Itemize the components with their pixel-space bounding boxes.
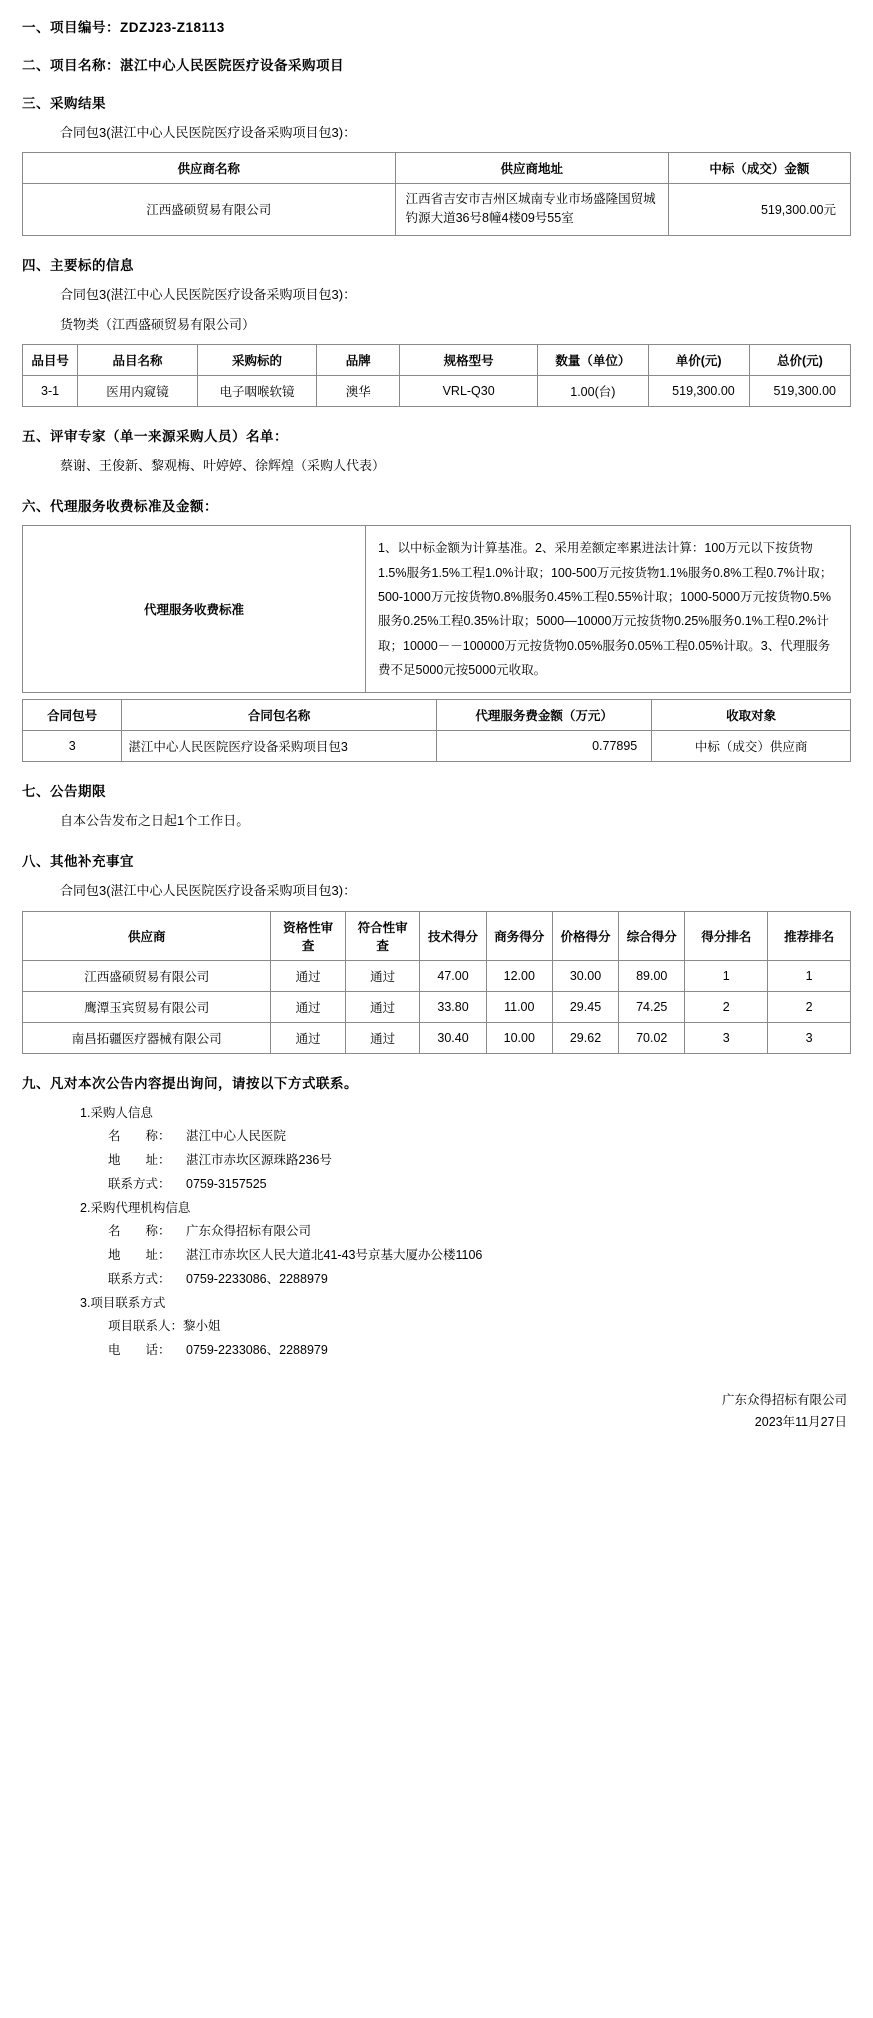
subject-category-label: 货物类（江西盛硕贸易有限公司） (60, 316, 256, 332)
contact-key: 地 址： (108, 1248, 171, 1263)
score-compliance: 通过 (345, 991, 420, 1022)
table-row (23, 1022, 851, 1053)
score-technical: 47.00 (420, 960, 486, 991)
subject-table (22, 344, 851, 407)
score-business: 12.00 (486, 960, 552, 991)
table-header-row (23, 153, 851, 184)
result-package-label: 合同包3(湛江中心人民医院医疗设备采购项目包3)： (60, 125, 357, 140)
score-th-rank: 得分排名 (685, 911, 768, 960)
score-rank: 3 (685, 1022, 768, 1053)
contact-agency-name (108, 1220, 851, 1244)
subject-th-total-price: 总价(元) (749, 345, 850, 376)
score-qualification: 通过 (271, 960, 346, 991)
score-th-supplier: 供应商 (23, 911, 271, 960)
contact-agency-phone (108, 1268, 851, 1292)
score-overall: 89.00 (619, 960, 685, 991)
fee-th-amount: 代理服务费金额（万元） (436, 700, 651, 731)
section-title-supplementary: 八、其他补充事宜 (22, 854, 134, 870)
table-row (23, 731, 851, 762)
footer-date: 2023年11月27日 (754, 1415, 847, 1430)
contact-value: 湛江市赤坎区源珠路236号 (186, 1153, 332, 1168)
contact-group-project-title: 3.项目联系方式 (80, 1295, 166, 1310)
score-supplier: 鹰潭玉宾贸易有限公司 (23, 991, 271, 1022)
score-recommend-rank: 3 (768, 1022, 851, 1053)
score-compliance: 通过 (345, 1022, 420, 1053)
section-title-subject-info: 四、主要标的信息 (22, 257, 134, 273)
contact-agency-address (108, 1244, 851, 1268)
subject-unit-price: 519,300.00 (648, 376, 749, 407)
score-business: 10.00 (486, 1022, 552, 1053)
contact-key: 地 址： (108, 1153, 171, 1168)
supplementary-package-label: 合同包3(湛江中心人民医院医疗设备采购项目包3)： (60, 883, 357, 899)
fee-th-package-no: 合同包号 (23, 700, 122, 731)
result-table (22, 152, 851, 236)
section-title-announcement-period: 七、公告期限 (22, 784, 106, 800)
score-business: 11.00 (486, 991, 552, 1022)
table-row (23, 526, 851, 693)
subject-item-name: 医用内窥镜 (78, 376, 198, 407)
fee-standard-label: 代理服务收费标准 (23, 526, 366, 693)
contact-value: 0759-3157525 (186, 1176, 267, 1191)
table-header-row (23, 345, 851, 376)
contact-key: 名 称： (108, 1129, 171, 1144)
contact-key: 联系方式： (108, 1271, 171, 1286)
subject-th-model: 规格型号 (400, 345, 538, 376)
score-table (22, 911, 851, 1054)
fee-amount: 0.77895 (436, 731, 651, 762)
table-row (23, 960, 851, 991)
section-title-procurement-result: 三、采购结果 (22, 96, 106, 111)
subject-total-price: 519,300.00 (749, 376, 850, 407)
section-title-experts: 五、评审专家（单一来源采购人员）名单： (22, 429, 288, 445)
result-supplier-name: 江西盛硕贸易有限公司 (23, 184, 396, 236)
table-row (23, 376, 851, 407)
score-technical: 33.80 (420, 991, 486, 1022)
announcement-period-text: 自本公告发布之日起1个工作日。 (60, 813, 250, 829)
subject-th-unit-price: 单价(元) (648, 345, 749, 376)
result-th-supplier: 供应商名称 (23, 153, 396, 184)
score-price: 30.00 (552, 960, 618, 991)
score-price: 29.62 (552, 1022, 618, 1053)
score-th-recommend-rank: 推荐排名 (768, 911, 851, 960)
score-recommend-rank: 2 (768, 991, 851, 1022)
result-amount: 519,300.00元 (668, 184, 850, 236)
result-th-address: 供应商地址 (395, 153, 668, 184)
contact-key: 项目联系人： (108, 1319, 184, 1334)
fee-package-no: 3 (23, 731, 122, 762)
fee-standard-text: 1、以中标金额为计算基准。2、采用差额定率累进法计算：100万元以下按货物1.5%服务1.5%工程1.0%计取；100-500万元按货物1.1%服务0.8%工程0.7%计取；500-1000万元按货物0.8%服务0.45%工程0.55%计取；1000-5000万元按货物0.5%服务0.25%工程0.35%计取；5000—10000万元按货物0.25%服务0.1%工程0.2%计取；10000－－100000万元按货物0.05%服务0.05%工程0.05%计取。3、代理服务费不足5000元按5000元收取。 (366, 526, 851, 693)
contact-value: 湛江中心人民医院 (186, 1129, 287, 1144)
subject-package-label: 合同包3(湛江中心人民医院医疗设备采购项目包3)： (60, 286, 357, 302)
score-overall: 70.02 (619, 1022, 685, 1053)
experts-list: 蔡谢、王俊新、黎观梅、叶婷婷、徐辉煌（采购人代表） (60, 458, 386, 474)
contact-purchaser-address (108, 1149, 851, 1173)
score-th-price: 价格得分 (552, 911, 618, 960)
fee-standard-table (22, 525, 851, 693)
section-title-project-number: 一、项目编号：ZDZJ23-Z18113 (22, 20, 225, 35)
score-th-business: 商务得分 (486, 911, 552, 960)
contact-group-agency-title: 2.采购代理机构信息 (80, 1200, 191, 1215)
score-supplier: 江西盛硕贸易有限公司 (23, 960, 271, 991)
contact-value: 0759-2233086、2288979 (186, 1343, 328, 1358)
contact-project-person (108, 1315, 851, 1339)
fee-th-package-name: 合同包名称 (122, 700, 437, 731)
subject-target: 电子咽喉软镜 (197, 376, 317, 407)
contact-project-phone (108, 1339, 851, 1363)
score-rank: 1 (685, 960, 768, 991)
contact-value: 广东众得招标有限公司 (186, 1224, 312, 1239)
table-row (23, 184, 851, 236)
fee-payer: 中标（成交）供应商 (652, 731, 851, 762)
contact-key: 电 话： (108, 1343, 171, 1358)
subject-th-quantity: 数量（单位） (538, 345, 648, 376)
contact-value: 湛江市赤坎区人民大道北41-43号京基大厦办公楼1106 (186, 1248, 483, 1263)
score-qualification: 通过 (271, 991, 346, 1022)
score-th-overall: 综合得分 (619, 911, 685, 960)
subject-brand: 澳华 (317, 376, 400, 407)
score-recommend-rank: 1 (768, 960, 851, 991)
contact-group-purchaser-title: 1.采购人信息 (80, 1105, 153, 1120)
result-supplier-address: 江西省吉安市吉州区城南专业市场盛隆国贸城钓源大道36号8幢4楼09号55室 (395, 184, 668, 236)
score-price: 29.45 (552, 991, 618, 1022)
score-th-qualification: 资格性审查 (271, 911, 346, 960)
score-th-technical: 技术得分 (420, 911, 486, 960)
score-supplier: 南昌拓疆医疗器械有限公司 (23, 1022, 271, 1053)
subject-th-brand: 品牌 (317, 345, 400, 376)
contact-value: 0759-2233086、2288979 (186, 1271, 328, 1286)
fee-th-payer: 收取对象 (652, 700, 851, 731)
section-title-agency-fee: 六、代理服务收费标准及金额： (22, 499, 218, 515)
contact-key: 联系方式： (108, 1176, 171, 1191)
table-header-row (23, 700, 851, 731)
contact-purchaser-phone (108, 1173, 851, 1197)
document-footer (22, 1389, 851, 1434)
fee-amount-table (22, 699, 851, 762)
subject-th-item-name: 品目名称 (78, 345, 198, 376)
contact-value: 黎小姐 (183, 1319, 221, 1334)
table-header-row (23, 911, 851, 960)
subject-model: VRL-Q30 (400, 376, 538, 407)
result-th-amount: 中标（成交）金额 (668, 153, 850, 184)
score-compliance: 通过 (345, 960, 420, 991)
score-th-compliance: 符合性审查 (345, 911, 420, 960)
section-title-project-name: 二、项目名称：湛江中心人民医院医疗设备采购项目 (22, 58, 344, 73)
contact-purchaser-name (108, 1125, 851, 1149)
fee-package-name: 湛江中心人民医院医疗设备采购项目包3 (122, 731, 437, 762)
subject-th-item-no: 品目号 (23, 345, 78, 376)
score-technical: 30.40 (420, 1022, 486, 1053)
section-title-contact: 九、凡对本次公告内容提出询问，请按以下方式联系。 (22, 1075, 358, 1091)
subject-quantity: 1.00(台) (538, 376, 648, 407)
subject-th-target: 采购标的 (197, 345, 317, 376)
score-rank: 2 (685, 991, 768, 1022)
score-overall: 74.25 (619, 991, 685, 1022)
subject-item-no: 3-1 (23, 376, 78, 407)
contact-key: 名 称： (108, 1224, 171, 1239)
table-row (23, 991, 851, 1022)
footer-company: 广东众得招标有限公司 (721, 1392, 847, 1407)
score-qualification: 通过 (271, 1022, 346, 1053)
